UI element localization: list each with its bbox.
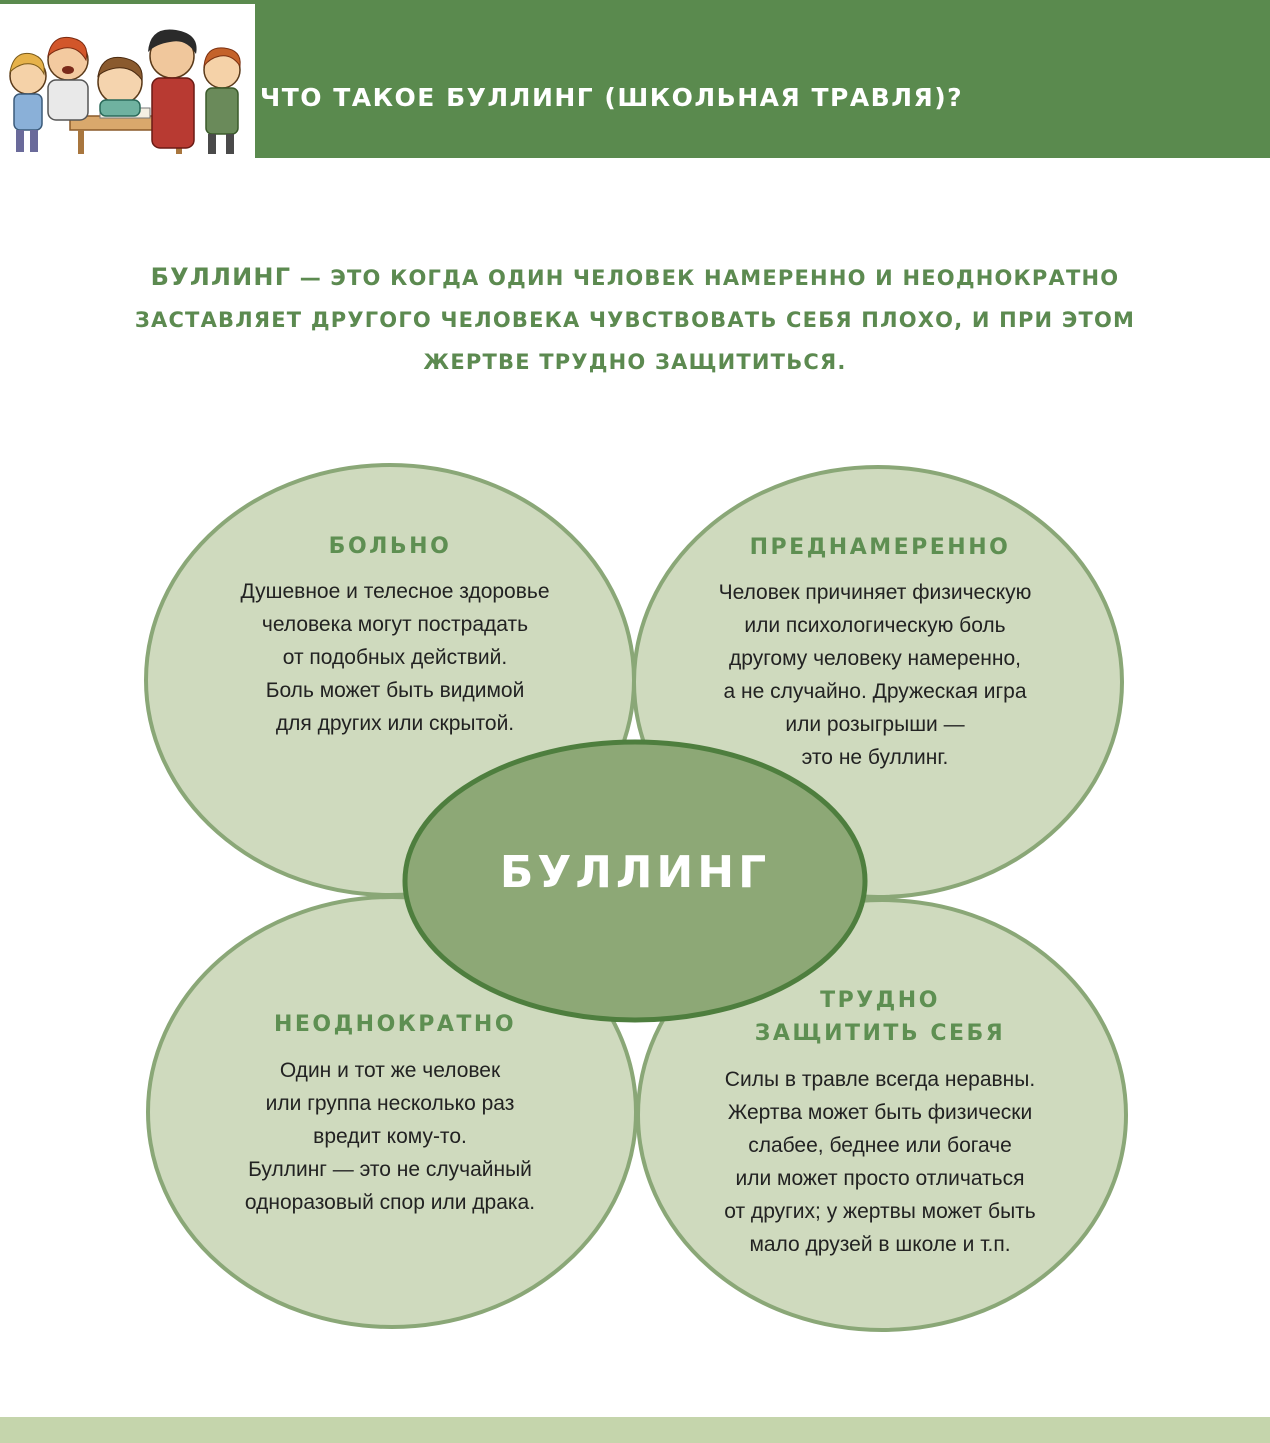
node-title-intentional: ПРЕДНАМЕРЕННО (749, 535, 1011, 560)
definition-term: БУЛЛИНГ (150, 263, 292, 291)
node-title-painful: БОЛЬНО (328, 534, 452, 559)
page-title: ЧТО ТАКОЕ БУЛЛИНГ (ШКОЛЬНАЯ ТРАВЛЯ)? (260, 83, 964, 112)
center-label: БУЛЛИНГ (499, 847, 771, 898)
node-text-hard-to-defend: Силы в травле всегда неравны. Жертва может быть физически слабее, беднее или богаче или может просто отличаться от других; у жертвы может быть мало друзей в школе и т.п. (724, 1068, 1036, 1256)
footer-bar (0, 1417, 1270, 1443)
node-text-painful: Душевное и телесное здоровье человека могут пострадать от подобных действий. Боль может быть видимой для других или скрытой. (240, 580, 550, 735)
definition-text: — ЭТО КОГДА ОДИН ЧЕЛОВЕК НАМЕРЕННО И НЕОДНОКРАТНО ЗАСТАВЛЯЕТ ДРУГОГО ЧЕЛОВЕКА ЧУВСТВОВАТЬ СЕБЯ ПЛОХО, И ПРИ ЭТОМ ЖЕРТВЕ ТРУДНО ЗАЩИТИТЬСЯ. (134, 266, 1136, 374)
node-title-hard-to-defend: ТРУДНО ЗАЩИТИТЬ СЕБЯ (754, 988, 1006, 1046)
node-text-repeated: Один и тот же человек или группа несколько раз вредит кому-то. Буллинг — это не случайный одноразовый спор или драка. (244, 1059, 536, 1214)
node-title-repeated: НЕОДНОКРАТНО (273, 1012, 517, 1037)
node-text-intentional: Человек причиняет физическую или психологическую боль другому человеку намеренно, а не случайно. Дружеская игра или розыгрыши — это не буллинг. (718, 581, 1032, 769)
